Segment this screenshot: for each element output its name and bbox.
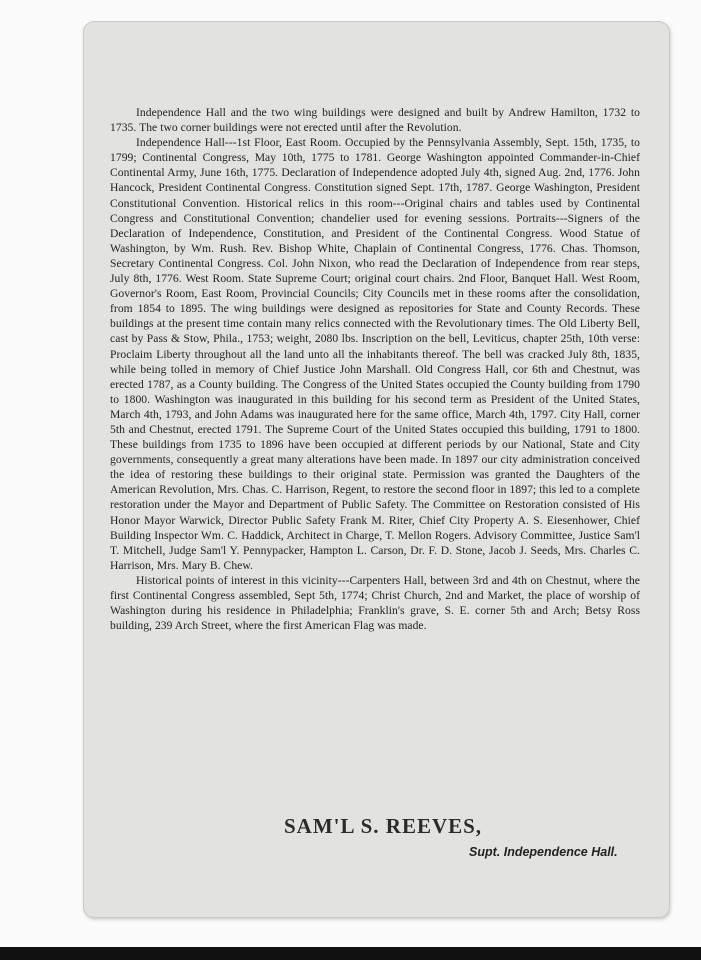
scan-bottom-edge [0,947,701,960]
paragraph-vicinity: Historical points of interest in this vicinity---Carpenters Hall, between 3rd and 4th on Chestnut, where the first Continental Congress assembled, Sept 5th, 1774; Christ Church, 2nd and Market, the place of worship of Washington during his residence in Philadelphia; Franklin's grave, S. E. corner 5th and Arch; Betsy Ross building, 239 Arch Street, where the first American Flag was made. [110,573,640,633]
signature-name: SAM'L S. REEVES, [284,814,483,838]
paragraph-main: Independence Hall---1st Floor, East Room. Occupied by the Pennsylvania Assembly, Sept. 15th, 1735, to 1799; Continental Congress, May 10th, 1775 to 1781. George Washington appointed Commander-in-Chief Continental Army, June 16th, 1775. Declaration of Independence adopted July 4th, signed Aug. 2nd, 1776. John Hancock, President Continental Congress. Constitution signed Sept. 17th, 1787. George Washington, President Constitutional Convention. Historical relics in this room---Original chairs and tables used by Continental Congress and Constitutional Convention; chandelier used for evening sessions. Portraits---Signers of the Declaration of Independence, Constitution, and President of the Continental Congress. Wood Statue of Washington, by Wm. Rush. Rev. Bishop White, Chaplain of Continental Congress, 1776. Chas. Thomson, Secretary Continental Congress. Col. John Nixon, who read the Declaration of Independence from rear steps, July 8th, 1776. West Room. State Supreme Court; original court chairs. 2nd Floor, Banquet Hall. West Room, Governor's Room, East Room, Provincial Councils; City Councils met in these rooms after the consolidation, from 1854 to 1895. The wing buildings were designed as repositories for State and County Records. These buildings at the present time contain many relics connected with the Revolutionary times. The Old Liberty Bell, cast by Pass & Stow, Phila., 1753; weight, 2080 lbs. Inscription on the bell, Leviticus, chapter 25th, 10th verse: Proclaim Liberty throughout all the land unto all the inhabitants thereof. The bell was cracked July 8th, 1835, while being tolled in memory of Chief Justice John Marshall. Old Congress Hall, cor 6th and Chestnut, was erected 1787, as a County building. The Congress of the United States occupied the County building from 1790 to 1800. Washington was inaugurated in this building for his second term as President of the United States, March 4th, 1793, and John Adams was inaugurated here for the same office, March 4th, 1797. City Hall, corner 5th and Chestnut, erected 1791. The Supreme Court of the United States occupied this building, 1791 to 1800. These buildings from 1735 to 1896 have been occupied at different periods by our National, State and City governments, consequently a great many alterations have been made. In 1897 our city administration conceived the idea of restoring these buildings to their original state. Permission was granted the Daughters of the American Revolution, Mrs. Chas. C. Harrison, Regent, to restore the second floor in 1897; this led to a complete restoration under the Mayor and Department of Public Safety. The Committee on Restoration consisted of His Honor Mayor Warwick, Director Public Safety Frank M. Riter, Chief City Property A. S. Eiesenhower, Chief Building Inspector Wm. C. Haddick, Architect in Charge, T. Mellon Rogers. Advisory Committee, Justice Sam'l T. Mitchell, Judge Sam'l Y. Pennypacker, Hampton L. Carson, Dr. F. D. Stone, Jacob J. Seeds, Mrs. Charles C. Harrison, Mrs. Mary B. Chew. [110,136,640,572]
document-card [84,22,669,917]
signature-title: Supt. Independence Hall. [469,845,618,859]
body-text [110,105,640,633]
paragraph-intro: Independence Hall and the two wing buildings were designed and built by Andrew Hamilton, 1732 to 1735. The two corner buildings were not erected until after the Revolution. [110,106,640,135]
